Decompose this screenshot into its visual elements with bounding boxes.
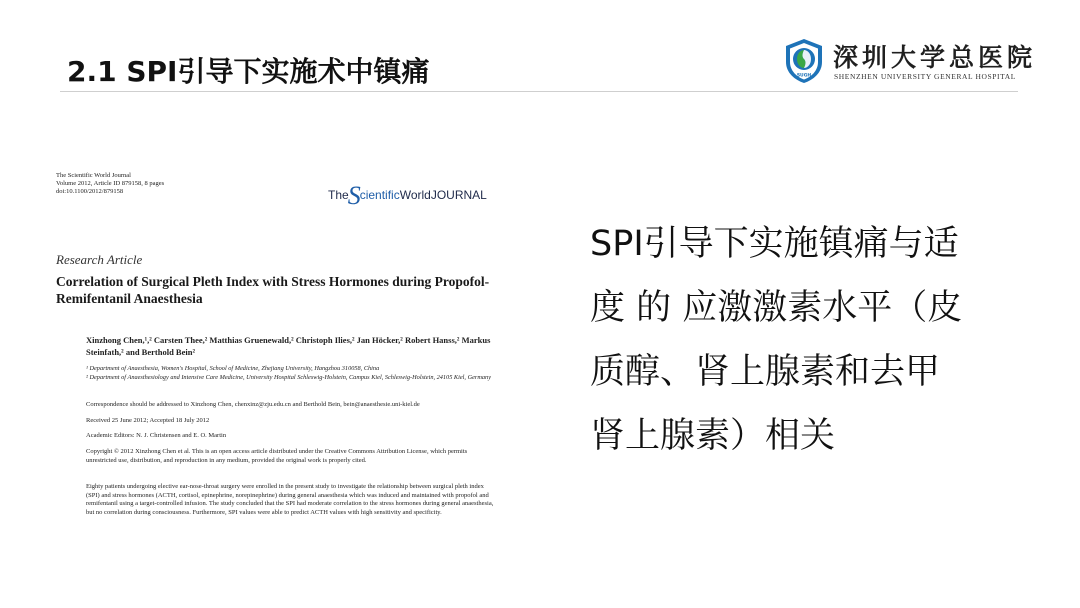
- correspondence: Correspondence should be addressed to Xinzhong Chen, chenxinz@zju.edu.cn and Berthold Bein, bein@anaesthesie.uni-kiel.de: [86, 401, 420, 408]
- paper-title: Correlation of Surgical Pleth Index with Stress Hormones during Propofol-Remifentanil Anaesthesia: [56, 274, 490, 306]
- academic-editors: Academic Editors: N. J. Christensen and E. O. Martin: [86, 432, 227, 439]
- affiliation-1: ¹ Department of Anaesthesia, Women's Hospital, School of Medicine, Zhejiang University, Hangzhou 310058, China: [86, 365, 380, 372]
- summary-line-1: SPI引导下实施镇痛与适: [590, 224, 959, 264]
- paper-affiliations: [86, 365, 496, 382]
- emblem-text: SUGH: [796, 73, 812, 79]
- paper-authors: Xinzhong Chen,¹,² Carsten Thee,² Matthias Gruenewald,² Christoph Ilies,² Jan Höcker,² Robert Hanss,² Markus Steinfath,² and Berthold Bein²: [86, 335, 491, 357]
- summary-line-3: 质醇、肾上腺素和去甲: [590, 352, 941, 392]
- journal-doi: doi:10.1100/2012/879158: [56, 188, 124, 195]
- brand-s: S: [347, 181, 361, 210]
- hospital-emblem-icon: [783, 38, 825, 84]
- brand-rest: WorldJOURNAL: [399, 188, 487, 202]
- slide-title: 2.1 SPI引导下实施术中镇痛: [67, 55, 430, 88]
- logo-english-name: SHENZHEN UNIVERSITY GENERAL HOSPITAL: [834, 72, 1016, 81]
- journal-volume: Volume 2012, Article ID 879158, 8 pages: [56, 180, 165, 187]
- summary-line-2: 度 的 应激激素水平（皮: [590, 288, 963, 328]
- brand-the: The: [328, 188, 349, 202]
- journal-info: [56, 172, 164, 196]
- journal-name: The Scientific World Journal: [56, 172, 131, 179]
- header-divider: [60, 91, 1018, 92]
- article-type: Research Article: [56, 252, 143, 267]
- copyright-notice: Copyright © 2012 Xinzhong Chen et al. This is an open access article distributed under the Creative Commons Attribution License, which permits unrestricted use, distribution, and reproduction in any medium, provided the original work is properly cited.: [86, 448, 468, 464]
- paper-excerpt: [56, 170, 496, 540]
- summary-text: [590, 212, 1000, 468]
- abstract: Eighty patients undergoing elective ear-nose-throat surgery were enrolled in the present study to investigate the relationship between surgical pleth index (SPI) and stress hormones (ACTH, cortisol, epinephrine, norepinephrine) during general anaesthesia which was induced and maintained with propofol and remifentanil using a target-controlled infusion. The study concluded that the SPI had moderate correlation to the stress hormones during general anaesthesia, but no correlation during consciousness. Furthermore, SPI values were able to predict ACTH values with high sensitivity and specificity.: [86, 483, 494, 516]
- received-dates: Received 25 June 2012; Accepted 18 July 2012: [86, 417, 210, 424]
- summary-line-4: 肾上腺素）相关: [590, 416, 836, 456]
- journal-brand-logo: [328, 176, 487, 210]
- brand-cientific: cientific: [359, 188, 400, 202]
- affiliation-2: ² Department of Anaesthesiology and Intensive Care Medicine, University Hospital Schleswig-Holstein, Campus Kiel, Schleswig-Holstein, 24105 Kiel, Germany: [86, 373, 492, 381]
- hospital-logo: [783, 36, 1037, 88]
- logo-chinese-name: 深圳大学总医院: [833, 43, 1037, 72]
